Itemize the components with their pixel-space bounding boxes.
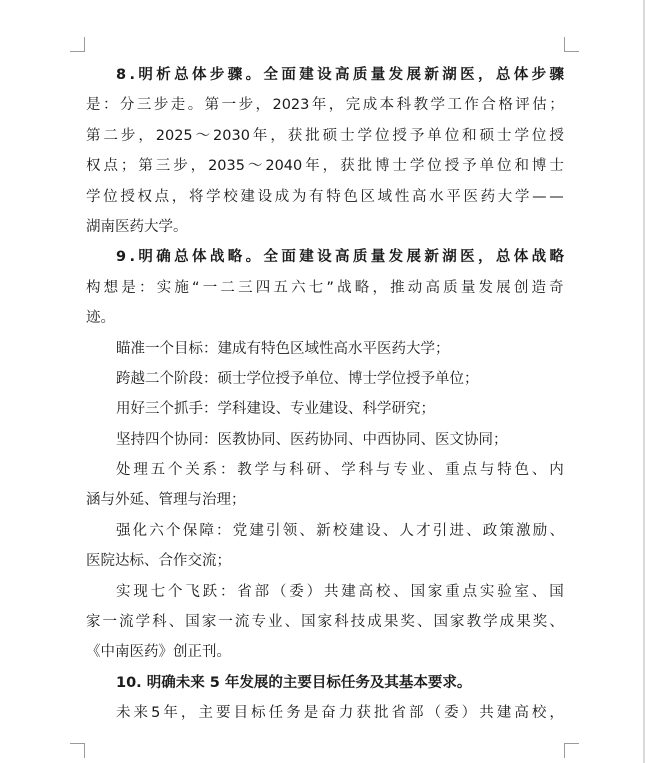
text-line: 9 . 明 确 总 体 战 略 。 全 面 建 设 高 质 量 发 展 新 湖 医 ， 总 体 战 略 (116, 249, 564, 266)
text-line: 构 想 是 ： 实 施 “ 一 二 三 四 五 六 七 ” 战 略 ， 推 动 高 质 量 发 展 创 造 奇 (86, 279, 564, 296)
text-line: 第 二 步 ， 2025 ～ 2030 年 ， 获 批 硕 士 学 位 授 予 单 位 和 硕 士 学 位 授 (86, 127, 564, 144)
document-body[interactable] (86, 60, 564, 729)
text-line: 医院达标、合作交流； (86, 553, 231, 570)
text-line: 学 位 授 权 点 ， 将 学 校 建 设 成 为 有 特 色 区 域 性 高 水 平 医 药 大 学 — — (86, 188, 564, 205)
text-line: 涵与外延、管理与治理； (86, 492, 246, 509)
text-line: 迹。 (86, 310, 115, 327)
text-line: 是 ： 分 三 步 走 。 第 一 步 ， 2023 年 ， 完 成 本 科 教 学 工 作 合 格 评 估 ； (86, 97, 564, 114)
crop-mark-bottom-right (564, 743, 579, 758)
text-line: 强 化 六 个 保 障 ： 党 建 引 领 、 新 校 建 设 、 人 才 引 进 、 政 策 激 励 、 (116, 522, 564, 539)
crop-mark-top-right (564, 37, 579, 52)
text-line: 未 来 5 年 ， 主 要 目 标 任 务 是 奋 力 获 批 省 部 （ 委 ） 共 建 高 校 ， (116, 705, 564, 722)
text-line: 用好三个抓手：学科建设、专业建设、科学研究； (116, 401, 435, 418)
text-line: 权 点 ； 第 三 步 ， 2035 ～ 2040 年 ， 获 批 博 士 学 位 授 予 单 位 和 博 士 (86, 158, 564, 175)
crop-mark-bottom-left (70, 743, 85, 758)
text-line: 10. 明确未来 5 年发展的主要目标任务及其基本要求。 (116, 674, 472, 691)
text-line: 湖南医药大学。 (86, 218, 188, 235)
text-line: 跨越二个阶段：硕士学位授予单位、博士学位授予单位； (116, 370, 479, 387)
text-line: 实 现 七 个 飞 跃 ： 省 部 （ 委 ） 共 建 高 校 、 国 家 重 点 实 验 室 、 国 (116, 583, 564, 600)
crop-mark-top-left (70, 37, 85, 52)
text-line: 《中南医药》创正刊。 (86, 644, 231, 661)
text-line: 瞄准一个目标：建成有特色区域性高水平医药大学； (116, 340, 450, 357)
text-line: 8 . 明 析 总 体 步 骤 。 全 面 建 设 高 质 量 发 展 新 湖 医 ， 总 体 步 骤 (116, 67, 564, 83)
text-line: 坚持四个协同：医教协同、医药协同、中西协同、医文协同； (116, 431, 508, 448)
text-line: 家 一 流 学 科 、 国 家 一 流 专 业 、 国 家 科 技 成 果 奖 、 国 家 教 学 成 果 奖 、 (86, 614, 564, 631)
text-line: 处 理 五 个 关 系 ： 教 学 与 科 研 、 学 科 与 专 业 、 重 点 与 特 色 、 内 (116, 462, 564, 479)
